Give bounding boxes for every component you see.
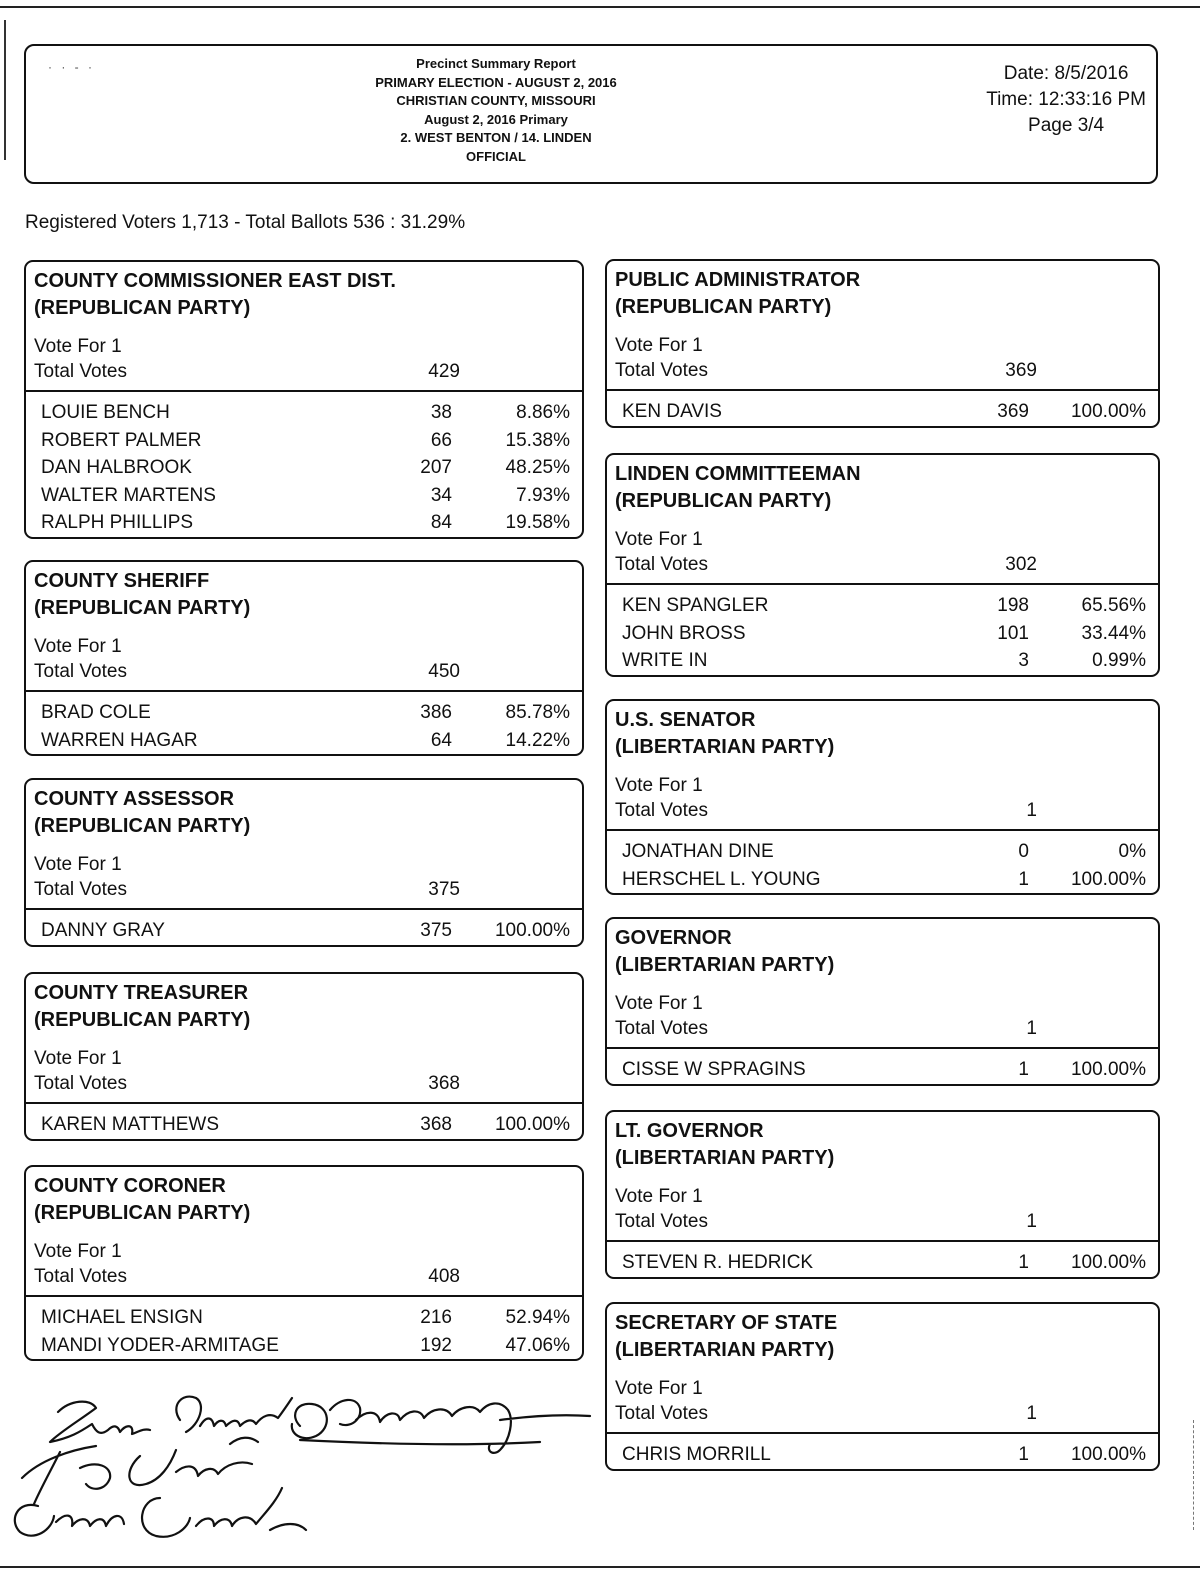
report-title: Precinct Summary Report [416, 56, 576, 71]
candidate-votes: 369 [997, 401, 1029, 422]
candidate-percent: 100.00% [1070, 1252, 1146, 1273]
candidate-votes: 34 [430, 484, 452, 506]
race-party: (REPUBLICAN PARTY) [34, 1202, 251, 1224]
candidate-name: HERSCHEL L. YOUNG [622, 868, 821, 890]
race-title: COUNTY COMMISSIONER EAST DIST. [34, 270, 396, 292]
signature-area [0, 1380, 620, 1570]
candidate-percent: 47.06% [505, 1334, 570, 1356]
candidate-row [26, 1111, 582, 1139]
candidate-percent: 100.00% [1070, 868, 1146, 890]
candidate-votes: 386 [420, 702, 452, 723]
race-party: (REPUBLICAN PARTY) [34, 1009, 251, 1031]
race-info [607, 1172, 1158, 1242]
total-votes-row [615, 1016, 1150, 1041]
candidate-percent: 7.93% [516, 484, 570, 506]
candidate-name: KEN DAVIS [622, 401, 722, 422]
candidate-row [26, 427, 582, 455]
candidate-votes: 375 [420, 920, 452, 941]
candidate-votes: 84 [430, 512, 452, 533]
signature-3 [15, 1488, 306, 1537]
candidate-percent: 14.22% [505, 729, 570, 751]
candidate-name: BRAD COLE [41, 702, 151, 723]
race-party: (REPUBLICAN PARTY) [34, 297, 251, 319]
candidate-row [26, 699, 582, 727]
candidate-percent: 15.38% [505, 429, 570, 451]
vote-for-label: Vote For 1 [615, 335, 703, 356]
total-votes-label: Total Votes [34, 1266, 127, 1287]
candidate-name: WARREN HAGAR [41, 729, 198, 751]
race-title: LT. GOVERNOR [615, 1120, 764, 1142]
race-box-linden-committeeman [605, 453, 1160, 677]
candidate-name: JOHN BROSS [622, 622, 746, 644]
total-votes-row [34, 359, 574, 384]
candidate-name: CISSE W SPRAGINS [622, 1059, 806, 1080]
total-votes-row [34, 1264, 574, 1289]
candidate-name: KAREN MATTHEWS [41, 1114, 220, 1135]
candidate-row [26, 509, 582, 537]
signature-4 [292, 1400, 590, 1453]
candidate-name: MANDI YODER-ARMITAGE [41, 1334, 279, 1356]
race-info [26, 322, 582, 392]
vote-for-label: Vote For 1 [615, 993, 703, 1014]
candidate-list [607, 831, 1158, 893]
candidate-votes: 64 [430, 729, 452, 751]
race-party: (LIBERTARIAN PARTY) [615, 1339, 835, 1361]
candidate-row [26, 1332, 582, 1360]
race-box-governor [605, 917, 1160, 1086]
candidate-row [26, 1304, 582, 1332]
turnout-summary: Registered Voters 1,713 - Total Ballots 536 : 31.29% [25, 212, 466, 233]
total-votes-value: 1 [1026, 1211, 1037, 1232]
total-votes-label: Total Votes [615, 1018, 708, 1039]
race-box-county-treasurer [24, 972, 584, 1141]
candidate-name: LOUIE BENCH [41, 402, 170, 423]
candidate-name: RALPH PHILLIPS [41, 512, 194, 533]
total-votes-label: Total Votes [615, 800, 708, 821]
candidate-list [26, 910, 582, 945]
race-title: COUNTY SHERIFF [34, 570, 210, 592]
vote-for-label: Vote For 1 [34, 636, 122, 657]
total-votes-label: Total Votes [34, 1073, 127, 1094]
candidate-list [607, 1049, 1158, 1084]
candidate-list [26, 1104, 582, 1139]
candidate-votes: 1 [1018, 868, 1029, 890]
vote-for-label: Vote For 1 [34, 336, 122, 357]
candidate-name: DANNY GRAY [41, 920, 165, 941]
candidate-row [26, 917, 582, 945]
total-votes-label: Total Votes [34, 879, 127, 900]
total-votes-row [615, 1401, 1150, 1426]
total-votes-row [34, 659, 574, 684]
candidate-row [607, 398, 1158, 426]
candidate-name: CHRIS MORRILL [622, 1444, 771, 1465]
race-title: U.S. SENATOR [615, 709, 756, 731]
total-votes-label: Total Votes [34, 661, 127, 682]
county-name: CHRISTIAN COUNTY, MISSOURI [396, 93, 596, 108]
candidate-row [607, 1056, 1158, 1084]
race-info [607, 979, 1158, 1049]
race-box-county-commissioner-east-dist [24, 260, 584, 539]
report-time: Time: 12:33:16 PM [986, 89, 1146, 110]
vote-for-label: Vote For 1 [34, 854, 122, 875]
candidate-votes: 38 [430, 402, 452, 423]
race-info [607, 515, 1158, 585]
total-votes-row [615, 358, 1150, 383]
candidate-row [607, 1249, 1158, 1277]
page-number: Page 3/4 [1028, 115, 1105, 136]
candidate-percent: 85.78% [505, 702, 570, 723]
race-party: (LIBERTARIAN PARTY) [615, 954, 835, 976]
election-date: August 2, 2016 Primary [424, 111, 568, 127]
candidate-name: WRITE IN [622, 650, 708, 671]
candidate-list [26, 692, 582, 754]
candidate-row [607, 866, 1158, 894]
total-votes-value: 1 [1026, 800, 1037, 821]
race-box-county-coroner [24, 1165, 584, 1361]
race-party: (REPUBLICAN PARTY) [615, 296, 832, 318]
candidate-name: MICHAEL ENSIGN [41, 1307, 203, 1328]
race-title: COUNTY CORONER [34, 1175, 226, 1197]
candidate-votes: 0 [1018, 841, 1029, 862]
race-info [26, 840, 582, 910]
candidate-percent: 100.00% [494, 1114, 570, 1135]
total-votes-label: Total Votes [34, 361, 127, 382]
report-title-block [326, 55, 666, 166]
race-box-public-administrator [605, 259, 1160, 428]
candidate-percent: 65.56% [1081, 595, 1146, 616]
race-box-lt-governor [605, 1110, 1160, 1279]
race-title: PUBLIC ADMINISTRATOR [615, 269, 861, 291]
candidate-percent: 52.94% [505, 1307, 570, 1328]
race-title: SECRETARY OF STATE [615, 1312, 838, 1334]
candidate-name: KEN SPANGLER [622, 595, 769, 616]
candidate-percent: 8.86% [516, 402, 570, 423]
race-party: (REPUBLICAN PARTY) [34, 597, 251, 619]
total-votes-value: 429 [428, 361, 460, 382]
race-box-county-assessor [24, 778, 584, 947]
candidate-row [26, 399, 582, 427]
race-title: GOVERNOR [615, 927, 732, 949]
candidate-percent: 0% [1118, 841, 1146, 862]
candidate-row [607, 1441, 1158, 1469]
candidate-votes: 216 [420, 1307, 452, 1328]
race-box-county-sheriff [24, 560, 584, 756]
total-votes-label: Total Votes [615, 360, 708, 381]
scan-top-edge [0, 6, 1200, 8]
race-box-secretary-of-state [605, 1302, 1160, 1471]
candidate-row [26, 727, 582, 755]
total-votes-value: 450 [428, 661, 460, 682]
total-votes-row [34, 877, 574, 902]
race-info [607, 761, 1158, 831]
candidate-list [607, 391, 1158, 426]
candidate-votes: 1 [1018, 1252, 1029, 1273]
signature-1 [50, 1397, 292, 1442]
candidate-votes: 1 [1018, 1444, 1029, 1465]
candidate-list [607, 1434, 1158, 1469]
candidate-list [26, 1297, 582, 1359]
candidate-name: JONATHAN DINE [622, 841, 774, 862]
candidate-row [607, 647, 1158, 675]
candidate-row [26, 482, 582, 510]
official-label: OFFICIAL [466, 148, 526, 164]
candidate-name: STEVEN R. HEDRICK [622, 1252, 814, 1273]
candidate-row [26, 454, 582, 482]
candidate-percent: 100.00% [1070, 1059, 1146, 1080]
total-votes-row [615, 1209, 1150, 1234]
total-votes-label: Total Votes [615, 1211, 708, 1232]
total-votes-value: 302 [1005, 554, 1037, 575]
candidate-name: WALTER MARTENS [41, 484, 216, 506]
vote-for-label: Vote For 1 [615, 529, 703, 550]
candidate-votes: 3 [1018, 650, 1029, 671]
candidate-votes: 101 [997, 622, 1029, 644]
total-votes-row [615, 552, 1150, 577]
candidate-votes: 1 [1018, 1059, 1029, 1080]
election-name: PRIMARY ELECTION - AUGUST 2, 2016 [375, 74, 617, 90]
scan-marks: · · - · [48, 60, 95, 74]
candidate-row [607, 838, 1158, 866]
race-title: COUNTY TREASURER [34, 982, 249, 1004]
precinct-name: 2. WEST BENTON / 14. LINDEN [400, 130, 592, 145]
vote-for-label: Vote For 1 [615, 1186, 703, 1207]
total-votes-value: 369 [1005, 360, 1037, 381]
race-party: (LIBERTARIAN PARTY) [615, 1147, 835, 1169]
candidate-percent: 100.00% [1070, 1444, 1146, 1465]
candidate-percent: 48.25% [505, 457, 570, 478]
race-party: (LIBERTARIAN PARTY) [615, 736, 835, 758]
scan-right-edge [1193, 1420, 1194, 1530]
race-info [26, 1227, 582, 1297]
candidate-percent: 19.58% [505, 512, 570, 533]
vote-for-label: Vote For 1 [615, 1378, 703, 1399]
total-votes-label: Total Votes [615, 554, 708, 575]
report-meta [986, 61, 1146, 139]
race-info [607, 321, 1158, 391]
vote-for-label: Vote For 1 [34, 1048, 122, 1069]
total-votes-row [34, 1071, 574, 1096]
total-votes-value: 1 [1026, 1018, 1037, 1039]
candidate-row [607, 620, 1158, 648]
total-votes-value: 368 [428, 1073, 460, 1094]
total-votes-value: 375 [428, 879, 460, 900]
total-votes-value: 1 [1026, 1403, 1037, 1424]
race-title: COUNTY ASSESSOR [34, 788, 235, 810]
candidate-votes: 66 [430, 429, 452, 451]
race-party: (REPUBLICAN PARTY) [34, 815, 251, 837]
candidate-percent: 33.44% [1081, 622, 1146, 644]
race-title: LINDEN COMMITTEEMAN [615, 463, 861, 485]
candidate-percent: 0.99% [1092, 650, 1146, 671]
candidate-votes: 368 [420, 1114, 452, 1135]
candidate-list [607, 585, 1158, 675]
candidate-percent: 100.00% [494, 920, 570, 941]
race-party: (REPUBLICAN PARTY) [615, 490, 832, 512]
total-votes-label: Total Votes [615, 1403, 708, 1424]
candidate-votes: 192 [420, 1334, 452, 1356]
report-header [24, 44, 1158, 184]
candidate-votes: 198 [997, 595, 1029, 616]
report-date: Date: 8/5/2016 [1003, 63, 1129, 84]
total-votes-row [615, 798, 1150, 823]
candidate-row [607, 592, 1158, 620]
vote-for-label: Vote For 1 [615, 775, 703, 796]
total-votes-value: 408 [428, 1266, 460, 1287]
race-info [607, 1364, 1158, 1434]
candidate-name: ROBERT PALMER [41, 429, 202, 451]
candidate-votes: 207 [420, 457, 452, 478]
race-info [26, 1034, 582, 1104]
candidate-list [607, 1242, 1158, 1277]
candidate-percent: 100.00% [1070, 401, 1146, 422]
signature-2 [22, 1438, 258, 1504]
scan-left-edge [4, 20, 6, 160]
candidate-name: DAN HALBROOK [41, 457, 192, 478]
race-box-u-s-senator [605, 699, 1160, 895]
candidate-list [26, 392, 582, 537]
vote-for-label: Vote For 1 [34, 1241, 122, 1262]
race-info [26, 622, 582, 692]
